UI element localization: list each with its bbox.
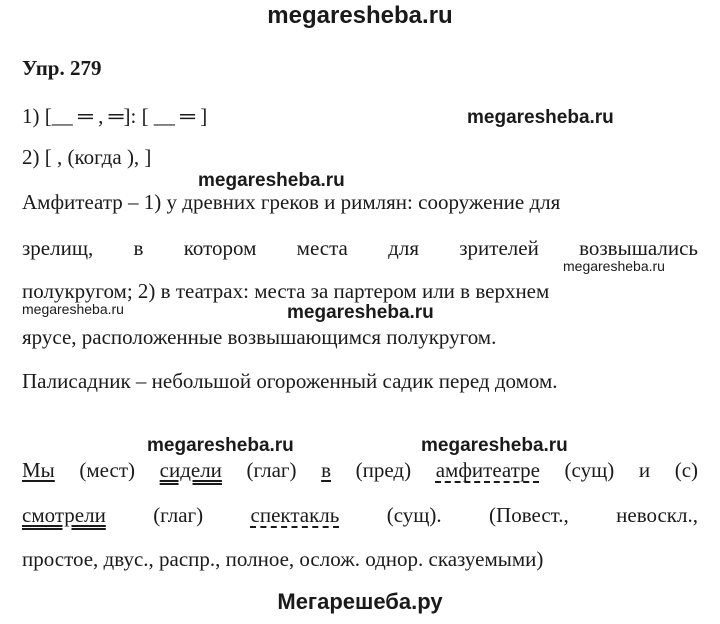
definition-palisade: Палисадник – небольшой огороженный садик перед домом. xyxy=(22,369,558,393)
analysis-line1 xyxy=(22,458,698,483)
analysis-text: (пред) xyxy=(331,458,436,482)
analysis-text: (мест) xyxy=(54,458,160,482)
watermark-mid-right: megaresheba.ru xyxy=(467,107,614,128)
definition-amphitheatre-line1: Амфитеатр – 1) у древних греков и римлян: сооружение для xyxy=(22,190,561,214)
watermark-small-right: megaresheba.ru xyxy=(563,258,665,274)
exercise-title: Упр. 279 xyxy=(22,56,102,80)
analysis-text: (глаг) xyxy=(221,458,322,482)
watermark-mid-left: megaresheba.ru xyxy=(198,170,345,191)
predicate-word: смотрели xyxy=(22,503,106,527)
circumstance-word: амфитеатре xyxy=(435,458,540,482)
definition-amphitheatre-line4: ярусе, расположенные возвышающимся полукругом. xyxy=(22,325,497,349)
analysis-line3: простое, двус., распр., полное, ослож. однор. сказуемыми) xyxy=(22,547,544,571)
scheme-1: 1) [__ ═ , ═]: [ __ ═ ] xyxy=(22,104,208,128)
analysis-text: (глаг) xyxy=(105,503,251,527)
scheme-2: 2) [ , (когда ), ] xyxy=(22,145,152,169)
analysis-text: (сущ) и (с) xyxy=(539,458,699,482)
preposition-word: в xyxy=(321,458,332,482)
definition-amphitheatre-line3: полукругом; 2) в театрах: места за партером или в верхнем xyxy=(22,279,550,303)
analysis-text: (сущ). (Повест., невоскл., xyxy=(339,503,698,527)
subject-word: Мы xyxy=(22,458,55,482)
watermark-top: megaresheba.ru xyxy=(267,2,453,29)
watermark-bottom: Мегарешеба.ру xyxy=(277,589,443,614)
object-word: спектакль xyxy=(250,503,340,527)
definition-amphitheatre-line2: зрелищ, в котором места для зрителей возвышались xyxy=(22,236,698,260)
predicate-word: сидели xyxy=(159,458,222,482)
watermark-lower-right: megaresheba.ru xyxy=(421,435,568,456)
watermark-lower-left: megaresheba.ru xyxy=(147,435,294,456)
watermark-small-left: megaresheba.ru xyxy=(22,301,124,317)
watermark-center: megaresheba.ru xyxy=(287,302,434,323)
analysis-line2 xyxy=(22,503,698,528)
